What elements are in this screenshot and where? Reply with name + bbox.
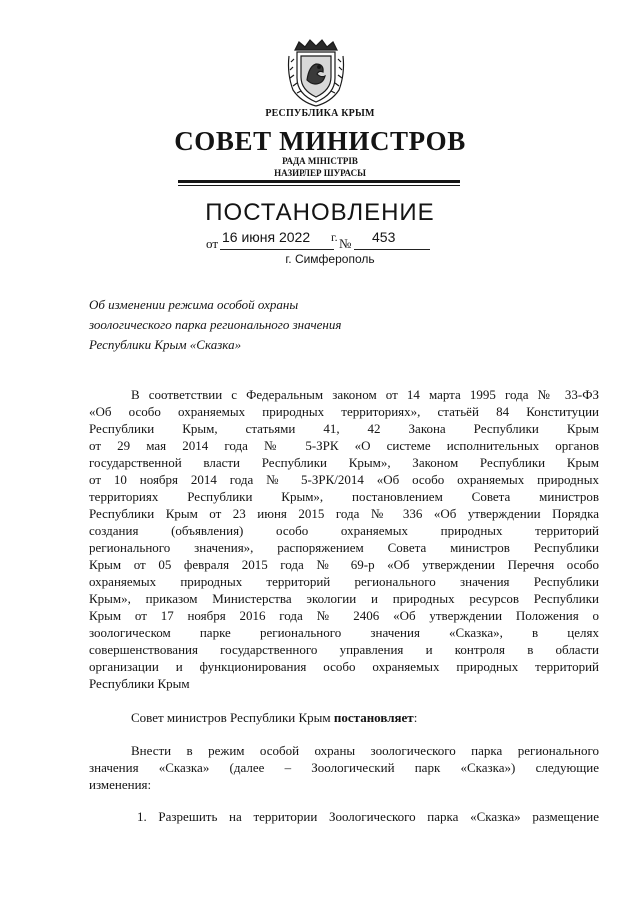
- amendment-intro-paragraph: [89, 742, 599, 793]
- date-underline: [220, 249, 334, 250]
- number-prefix: №: [339, 236, 352, 251]
- text-line: зоологическом парке регионального значения «Сказка», в целях: [89, 625, 599, 640]
- number-underline: [354, 249, 430, 250]
- republic-name: РЕСПУБЛИКА КРЫМ: [265, 108, 375, 119]
- document-number: 453: [372, 229, 396, 245]
- text-line: Республики Крым: [89, 676, 190, 691]
- text-line: создания (объявления) особо охраняемых природных территорий: [89, 523, 599, 538]
- preamble-paragraph: [89, 386, 599, 692]
- text-line: изменения:: [89, 777, 152, 792]
- text-line: государственной власти Республики Крым», Законом Республики Крым: [89, 455, 599, 470]
- resolves-paragraph: [89, 709, 640, 726]
- resolves-text: Совет министров Республики Крым: [131, 710, 334, 725]
- text-line: охраняемых природных территорий регионального значения Республики: [89, 574, 599, 589]
- council-name-ukrainian: РАДА МІНІСТРІВ: [282, 156, 358, 166]
- city-name: г. Симферополь: [285, 252, 375, 266]
- resolves-colon: :: [413, 710, 418, 725]
- date-number-line: [0, 229, 640, 251]
- subject-line: Республики Крым «Сказка»: [89, 337, 242, 352]
- text-line: Внести в режим особой охраны зоологического парка регионального: [131, 743, 599, 758]
- header-divider-thin: [178, 185, 460, 186]
- text-line: организации и функционирования особо охраняемых природных территорий: [89, 659, 599, 674]
- text-line: территориях Республики Крым», постановлением Совета министров: [89, 489, 599, 504]
- subject-line: зоологического парка регионального значения: [89, 317, 342, 332]
- text-line: 1. Разрешить на территории Зоологического парка «Сказка» размещение: [137, 809, 599, 824]
- text-line: Крым от 17 ноября 2016 года № 2406 «Об утверждении Положения о: [89, 608, 599, 623]
- text-line: Республики Крым, статьями 41, 42 Закона Республики Крым: [89, 421, 599, 436]
- subject-line: Об изменении режима особой охраны: [89, 297, 299, 312]
- amendment-item-1: [89, 808, 599, 825]
- text-line: В соответствии с Федеральным законом от 14 марта 1995 года № 33-ФЗ: [131, 387, 599, 402]
- resolution-subject: [89, 295, 389, 355]
- text-line: от 10 ноября 2014 года № 5-ЗРК/2014 «Об особо охраняемых природных: [89, 472, 599, 487]
- council-name: СОВЕТ МИНИСТРОВ: [174, 126, 466, 156]
- text-line: от 29 мая 2014 года № 5-ЗРК «О системе исполнительных органов: [89, 438, 599, 453]
- document-type-title: ПОСТАНОВЛЕНИЕ: [205, 199, 435, 226]
- text-line: Крым от 05 февраля 2015 года № 69-р «Об утверждении Перечня особо: [89, 557, 599, 572]
- header-divider-thick: [178, 180, 460, 183]
- text-line: Республики Крым от 23 июня 2015 года № 336 «Об утверждении Порядка: [89, 506, 599, 521]
- council-name-crimean-tatar: НАЗИРЛЕР ШУРАСЫ: [274, 168, 366, 178]
- date-prefix: от: [206, 236, 219, 251]
- resolves-keyword: постановляет: [333, 710, 414, 725]
- document-date: 16 июня 2022: [222, 229, 311, 245]
- year-suffix: г.: [331, 230, 338, 244]
- text-line: совершенствования государственного управления и контроля в области: [89, 642, 599, 657]
- text-line: «Об особо охраняемых природных территориях», статьёй 84 Конституции: [89, 404, 599, 419]
- text-line: значения «Сказка» (далее – Зоологический парк «Сказка») следующие: [89, 760, 599, 775]
- text-line: Крым», приказом Министерства экологии и природных ресурсов Республики: [89, 591, 599, 606]
- coat-of-arms-emblem: [285, 34, 347, 108]
- text-line: регионального значения», распоряжением Совета министров Республики: [89, 540, 599, 555]
